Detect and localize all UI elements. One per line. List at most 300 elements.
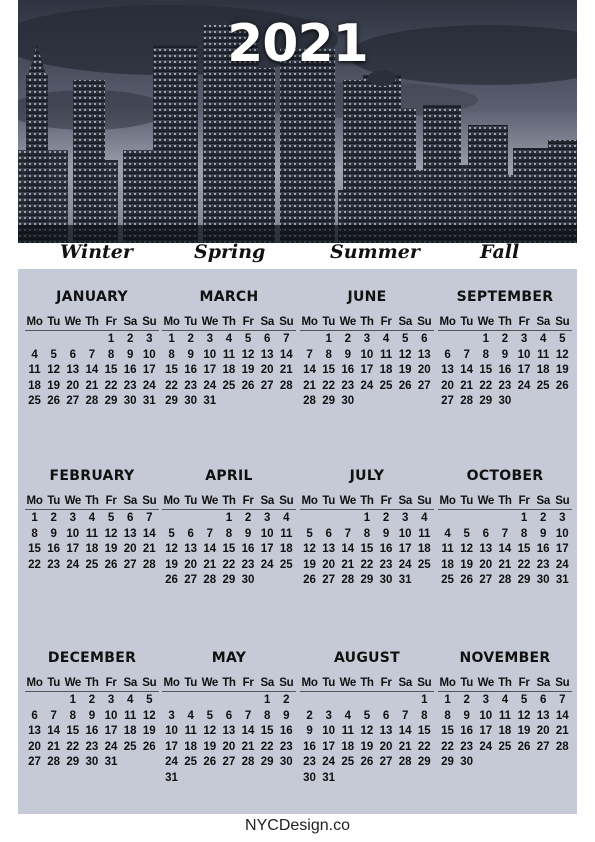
empty-cell — [338, 693, 357, 709]
day-cell: 5 — [363, 709, 371, 722]
day-cell: 20 — [184, 558, 198, 571]
week-row — [438, 740, 572, 756]
day-cell: 22 — [222, 558, 236, 571]
empty-cell — [396, 693, 415, 709]
day-cell: 7 — [88, 348, 96, 361]
month-may — [162, 648, 296, 787]
day-cell: 14 — [498, 543, 512, 556]
day-cell: 29 — [66, 756, 80, 769]
day-cell: 2 — [501, 333, 509, 345]
day-cell: 23 — [303, 756, 316, 769]
day-cell: 4 — [539, 333, 547, 345]
day-cell: 6 — [444, 348, 451, 361]
empty-cell — [300, 693, 319, 709]
day-cell: 17 — [555, 543, 569, 556]
day-cell: 3 — [263, 512, 271, 524]
day-cell: 14 — [85, 364, 99, 377]
day-cell: 17 — [517, 364, 531, 377]
week-row — [300, 740, 434, 756]
day-cell: 2 — [187, 333, 194, 345]
day-cell: 16 — [460, 725, 474, 738]
weekday-label: Su — [142, 495, 157, 507]
day-cell: 22 — [479, 379, 493, 392]
day-cell: 19 — [360, 740, 374, 753]
day-cell: 31 — [203, 395, 217, 408]
empty-cell — [438, 511, 457, 527]
week-row — [438, 755, 572, 771]
day-cell: 29 — [322, 395, 336, 408]
day-cell: 3 — [325, 709, 332, 722]
day-cell: 1 — [225, 512, 233, 524]
day-cell: 8 — [325, 348, 332, 361]
week-row — [25, 511, 159, 527]
day-cell: 8 — [520, 527, 528, 540]
day-cell: 19 — [104, 543, 118, 556]
day-cell: 5 — [244, 333, 252, 345]
day-cell: 5 — [306, 527, 313, 540]
day-cell: 9 — [306, 725, 313, 738]
day-cell: 15 — [222, 543, 236, 556]
day-cell: 31 — [142, 395, 156, 408]
day-cell: 8 — [482, 348, 490, 361]
day-cell: 25 — [379, 379, 393, 392]
day-cell: 5 — [559, 333, 566, 345]
week-row — [438, 693, 572, 709]
weekday-label: Th — [222, 677, 236, 689]
week-row — [438, 394, 572, 410]
day-cell: 14 — [398, 725, 412, 738]
day-cell: 11 — [85, 527, 99, 540]
day-cell: 1 — [31, 512, 38, 524]
week-row — [300, 558, 434, 574]
empty-cell — [438, 332, 457, 348]
day-cell: 25 — [341, 756, 355, 769]
month-march — [162, 287, 296, 410]
day-cell: 28 — [460, 395, 474, 408]
weekday-label: Sa — [260, 495, 274, 507]
day-cell: 13 — [379, 725, 393, 738]
week-row — [300, 771, 434, 787]
day-cell: 27 — [417, 379, 431, 392]
empty-cell — [200, 511, 219, 527]
day-cell: 7 — [283, 333, 290, 345]
day-cell: 5 — [50, 348, 57, 361]
weekday-label: Mo — [163, 495, 180, 507]
weekday-label: Tu — [47, 316, 60, 328]
day-cell: 13 — [28, 725, 41, 738]
weekday-label: Fr — [105, 495, 117, 507]
weekday-label: Sa — [398, 677, 412, 689]
week-row — [162, 542, 296, 558]
day-cell: 16 — [303, 740, 316, 753]
day-cell: 6 — [382, 709, 390, 722]
weekday-label: Su — [555, 316, 570, 328]
day-cell: 6 — [69, 348, 77, 361]
day-cell: 3 — [401, 512, 409, 524]
weekday-label: Mo — [163, 316, 180, 328]
day-cell: 26 — [241, 379, 255, 392]
day-cell: 9 — [50, 527, 57, 540]
weekday-label: Tu — [184, 495, 197, 507]
day-cell: 9 — [382, 527, 390, 540]
day-cell: 19 — [398, 364, 412, 377]
month-december — [25, 648, 159, 771]
day-cell: 3 — [559, 512, 566, 524]
day-cell: 18 — [279, 543, 293, 556]
day-cell: 31 — [555, 574, 569, 587]
weekday-label: Mo — [301, 495, 318, 507]
day-cell: 14 — [279, 348, 293, 361]
day-cell: 6 — [421, 333, 428, 345]
year-title: 2021 — [227, 14, 368, 74]
month-april — [162, 466, 296, 589]
day-cell: 20 — [260, 364, 274, 377]
weekday-label: Th — [222, 495, 236, 507]
empty-cell — [63, 332, 82, 348]
day-cell: 12 — [142, 709, 156, 722]
day-cell: 10 — [555, 527, 569, 540]
day-cell: 6 — [325, 527, 332, 540]
day-cell: 15 — [165, 364, 178, 377]
weekday-label: Fr — [242, 677, 254, 689]
day-cell: 23 — [460, 740, 474, 753]
week-row — [162, 709, 296, 725]
day-cell: 13 — [222, 725, 236, 738]
day-cell: 8 — [69, 709, 77, 722]
day-cell: 1 — [263, 694, 271, 706]
month-name: JULY — [349, 468, 385, 484]
week-row — [300, 511, 434, 527]
day-cell: 22 — [165, 379, 178, 392]
day-cell: 10 — [165, 725, 178, 738]
weekday-label: Mo — [26, 677, 43, 689]
day-cell: 21 — [85, 379, 99, 392]
day-cell: 29 — [517, 574, 531, 587]
day-cell: 17 — [165, 740, 178, 753]
weekday-label: Tu — [184, 677, 197, 689]
weekday-label: Fr — [105, 316, 117, 328]
weekday-header — [162, 494, 296, 510]
day-cell: 29 — [417, 756, 431, 769]
day-cell: 7 — [401, 709, 409, 722]
weekday-label: Th — [498, 316, 512, 328]
week-row — [25, 363, 159, 379]
weekday-label: Mo — [26, 495, 43, 507]
day-cell: 16 — [341, 364, 355, 377]
day-cell: 22 — [104, 379, 118, 392]
day-cell: 7 — [306, 348, 313, 361]
day-cell: 3 — [107, 694, 115, 706]
day-cell: 3 — [146, 333, 153, 345]
month-name: MAY — [211, 650, 247, 666]
day-cell: 3 — [482, 694, 490, 706]
day-cell: 24 — [398, 558, 412, 571]
month-name: SEPTEMBER — [456, 289, 554, 305]
day-cell: 23 — [184, 379, 198, 392]
day-cell: 19 — [460, 558, 474, 571]
day-cell: 19 — [142, 725, 156, 738]
day-cell: 3 — [206, 333, 214, 345]
weekday-label: Fr — [242, 316, 254, 328]
empty-cell — [457, 332, 476, 348]
day-cell: 2 — [88, 694, 96, 706]
day-cell: 23 — [279, 740, 293, 753]
empty-cell — [25, 332, 44, 348]
day-cell: 18 — [441, 558, 454, 571]
day-cell: 15 — [517, 543, 531, 556]
day-cell: 20 — [123, 543, 137, 556]
day-cell: 18 — [341, 740, 355, 753]
week-row — [162, 693, 296, 709]
day-cell: 21 — [498, 558, 512, 571]
day-cell: 15 — [479, 364, 493, 377]
day-cell: 25 — [222, 379, 236, 392]
day-cell: 1 — [421, 694, 428, 706]
week-row — [25, 724, 159, 740]
day-cell: 25 — [498, 740, 512, 753]
day-cell: 1 — [482, 333, 490, 345]
week-row — [300, 527, 434, 543]
day-cell: 13 — [441, 364, 454, 377]
day-cell: 24 — [203, 379, 217, 392]
day-cell: 19 — [165, 558, 178, 571]
day-cell: 2 — [244, 512, 252, 524]
day-cell: 19 — [203, 740, 217, 753]
day-cell: 10 — [66, 527, 80, 540]
day-cell: 9 — [88, 709, 96, 722]
day-cell: 24 — [360, 379, 374, 392]
day-cell: 26 — [303, 574, 316, 587]
day-cell: 1 — [520, 512, 528, 524]
day-cell: 20 — [379, 740, 393, 753]
weekday-header — [300, 315, 434, 331]
day-cell: 16 — [498, 364, 512, 377]
week-row — [438, 542, 572, 558]
weekday-label: We — [64, 495, 82, 507]
season-winter: Winter — [60, 241, 133, 263]
day-cell: 5 — [463, 527, 470, 540]
day-cell: 23 — [47, 558, 61, 571]
day-cell: 21 — [460, 379, 474, 392]
day-cell: 16 — [123, 364, 137, 377]
week-row — [438, 527, 572, 543]
month-january — [25, 287, 159, 410]
day-cell: 23 — [85, 740, 99, 753]
weekday-label: Su — [417, 677, 432, 689]
day-cell: 5 — [168, 527, 175, 540]
weekday-label: Mo — [439, 495, 456, 507]
day-cell: 21 — [142, 543, 156, 556]
day-cell: 17 — [479, 725, 493, 738]
month-september — [438, 287, 572, 410]
empty-cell — [82, 332, 101, 348]
day-cell: 20 — [222, 740, 236, 753]
day-cell: 7 — [244, 709, 252, 722]
day-cell: 30 — [536, 574, 550, 587]
day-cell: 18 — [417, 543, 431, 556]
month-name: APRIL — [205, 468, 253, 484]
day-cell: 19 — [241, 364, 255, 377]
day-cell: 28 — [341, 574, 355, 587]
day-cell: 27 — [441, 395, 454, 408]
day-cell: 10 — [260, 527, 274, 540]
calendar-panel — [18, 269, 577, 814]
weekday-label: Mo — [439, 316, 456, 328]
day-cell: 11 — [124, 709, 137, 722]
weekday-label: Mo — [26, 316, 43, 328]
weekday-label: We — [339, 677, 357, 689]
day-cell: 11 — [441, 543, 454, 556]
day-cell: 1 — [325, 333, 332, 345]
day-cell: 22 — [517, 558, 531, 571]
weekday-label: We — [201, 495, 219, 507]
empty-cell — [162, 693, 181, 709]
day-cell: 21 — [341, 558, 355, 571]
week-row — [300, 379, 434, 395]
day-cell: 15 — [417, 725, 431, 738]
day-cell: 15 — [322, 364, 336, 377]
day-cell: 6 — [187, 527, 194, 540]
day-cell: 7 — [206, 527, 214, 540]
empty-cell — [44, 332, 63, 348]
day-cell: 17 — [104, 725, 118, 738]
day-cell: 13 — [184, 543, 198, 556]
day-cell: 30 — [279, 756, 293, 769]
day-cell: 21 — [398, 740, 412, 753]
day-cell: 24 — [165, 756, 178, 769]
day-cell: 30 — [123, 395, 137, 408]
weekday-label: Tu — [460, 495, 473, 507]
weekday-label: Fr — [380, 316, 392, 328]
day-cell: 12 — [555, 348, 569, 361]
week-row — [25, 348, 159, 364]
day-cell: 13 — [417, 348, 431, 361]
empty-cell — [300, 511, 319, 527]
day-cell: 2 — [283, 694, 290, 706]
week-row — [25, 693, 159, 709]
day-cell: 17 — [66, 543, 80, 556]
month-november — [438, 648, 572, 771]
day-cell: 7 — [344, 527, 352, 540]
weekday-header — [25, 676, 159, 692]
day-cell: 2 — [539, 512, 547, 524]
day-cell: 22 — [28, 558, 41, 571]
day-cell: 29 — [260, 756, 274, 769]
day-cell: 3 — [69, 512, 77, 524]
month-name: MARCH — [199, 289, 259, 305]
day-cell: 26 — [460, 574, 474, 587]
day-cell: 21 — [241, 740, 255, 753]
weekday-header — [438, 315, 572, 331]
day-cell: 13 — [536, 709, 550, 722]
empty-cell — [162, 511, 181, 527]
empty-cell — [219, 693, 238, 709]
week-row — [438, 573, 572, 589]
weekday-label: Mo — [439, 677, 456, 689]
day-cell: 15 — [441, 725, 454, 738]
day-cell: 11 — [184, 725, 197, 738]
day-cell: 26 — [104, 558, 118, 571]
day-cell: 23 — [536, 558, 550, 571]
day-cell: 15 — [360, 543, 374, 556]
week-row — [162, 363, 296, 379]
day-cell: 4 — [444, 527, 451, 540]
day-cell: 8 — [444, 709, 451, 722]
day-cell: 26 — [165, 574, 178, 587]
day-cell: 31 — [322, 771, 336, 784]
day-cell: 9 — [126, 348, 134, 361]
day-cell: 23 — [498, 379, 512, 392]
day-cell: 23 — [341, 379, 355, 392]
day-cell: 24 — [260, 558, 274, 571]
day-cell: 17 — [142, 364, 156, 377]
empty-cell — [300, 332, 319, 348]
day-cell: 23 — [241, 558, 255, 571]
day-cell: 24 — [479, 740, 493, 753]
day-cell: 12 — [517, 709, 531, 722]
day-cell: 21 — [47, 740, 61, 753]
day-cell: 29 — [165, 395, 178, 408]
day-cell: 10 — [322, 725, 336, 738]
empty-cell — [181, 693, 200, 709]
weekday-label: We — [339, 316, 357, 328]
weekday-header — [162, 676, 296, 692]
day-cell: 27 — [322, 574, 336, 587]
weekday-label: Su — [555, 677, 570, 689]
day-cell: 7 — [559, 694, 566, 706]
empty-cell — [495, 511, 514, 527]
day-cell: 15 — [66, 725, 80, 738]
weekday-label: Sa — [536, 316, 550, 328]
day-cell: 24 — [555, 558, 569, 571]
day-cell: 8 — [107, 348, 115, 361]
weekday-label: Sa — [260, 316, 274, 328]
weekday-label: We — [339, 495, 357, 507]
day-cell: 27 — [379, 756, 393, 769]
empty-cell — [319, 511, 338, 527]
day-cell: 22 — [360, 558, 374, 571]
weekday-label: Fr — [380, 495, 392, 507]
day-cell: 22 — [417, 740, 431, 753]
day-cell: 20 — [28, 740, 41, 753]
week-row — [300, 573, 434, 589]
season-spring: Spring — [194, 241, 266, 263]
day-cell: 16 — [241, 543, 255, 556]
day-cell: 24 — [322, 756, 336, 769]
day-cell: 18 — [498, 725, 512, 738]
day-cell: 27 — [222, 756, 236, 769]
day-cell: 23 — [379, 558, 393, 571]
day-cell: 24 — [517, 379, 531, 392]
month-name: AUGUST — [333, 650, 401, 666]
day-cell: 19 — [517, 725, 531, 738]
weekday-label: We — [201, 677, 219, 689]
week-row — [300, 693, 434, 709]
weekday-label: Sa — [123, 495, 137, 507]
month-october — [438, 466, 572, 589]
empty-cell — [200, 693, 219, 709]
day-cell: 17 — [203, 364, 217, 377]
weekday-label: Sa — [398, 316, 412, 328]
day-cell: 11 — [28, 364, 41, 377]
day-cell: 20 — [66, 379, 80, 392]
weekday-label: Fr — [518, 495, 530, 507]
week-row — [438, 363, 572, 379]
day-cell: 25 — [85, 558, 99, 571]
day-cell: 13 — [479, 543, 493, 556]
month-july — [300, 466, 434, 589]
day-cell: 12 — [165, 543, 178, 556]
